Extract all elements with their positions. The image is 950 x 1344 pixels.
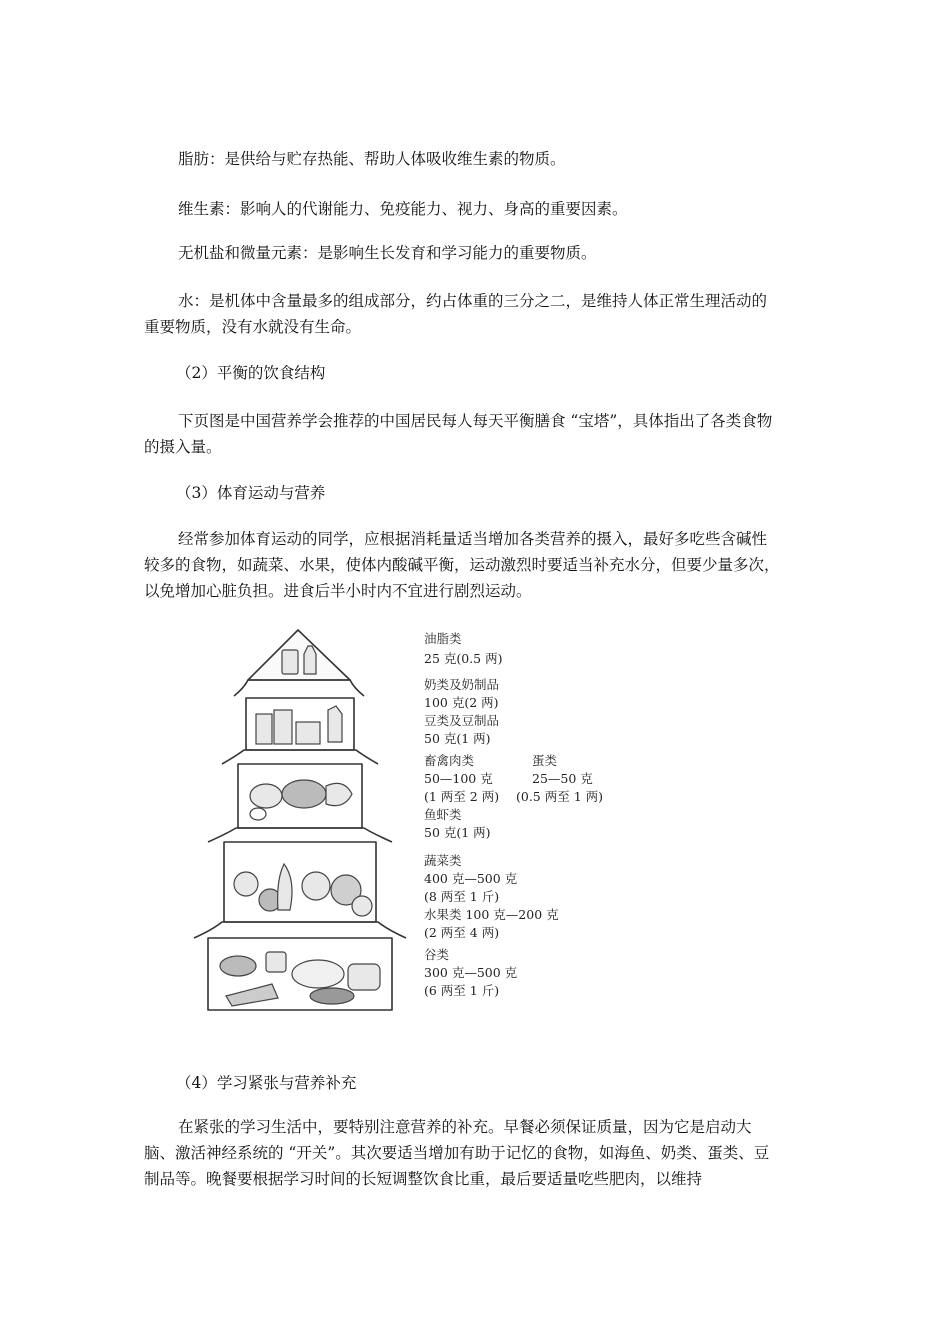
label-grain-liang: (6 两至 1 斤) — [424, 983, 500, 998]
paragraph-mineral: 无机盐和微量元素：是影响生长发育和学习能力的重要物质。 — [178, 244, 597, 262]
label-bean: 豆类及豆制品 — [424, 713, 500, 728]
label-grain: 谷类 — [424, 947, 450, 962]
pagoda-illustration — [186, 618, 632, 1026]
heading-balanced-diet: （2）平衡的饮食结构 — [176, 364, 326, 382]
heading-sports-nutrition: （3）体育运动与营养 — [176, 484, 326, 502]
label-fruit-amount: 水果类 100 克—200 克 — [424, 907, 559, 922]
label-bean-amount: 50 克(1 两) — [424, 731, 491, 746]
label-meat: 畜禽肉类 — [424, 753, 475, 768]
paragraph-fat: 脂肪：是供给与贮存热能、帮助人体吸收维生素的物质。 — [178, 150, 566, 168]
food-pagoda-figure — [186, 618, 632, 1026]
label-vegetable-amount: 400 克—500 克 — [424, 871, 518, 886]
label-fish-amount: 50 克(1 两) — [424, 825, 491, 840]
heading-study-nutrition: （4）学习紧张与营养补充 — [176, 1074, 357, 1092]
label-fish: 鱼虾类 — [424, 807, 462, 822]
label-egg: 蛋类 — [532, 753, 558, 768]
paragraph-sports: 经常参加体育运动的同学，应根据消耗量适当增加各类营养的摄入，最好多吃些含碱性较多的食物，如蔬菜、水果，使体内酸碱平衡，运动激烈时要适当补充水分，但要少量多次，以免增加心脏负担。进食后半小时内不宜进行剧烈运动。 — [144, 530, 780, 600]
paragraph-water: 水：是机体中含量最多的组成部分，约占体重的三分之二，是维持人体正常生理活动的重要物质，没有水就没有生命。 — [144, 292, 768, 336]
label-vegetable-liang: (8 两至 1 斤) — [424, 889, 500, 904]
label-fruit-liang: (2 两至 4 两) — [424, 925, 500, 940]
label-milk: 奶类及奶制品 — [424, 677, 500, 692]
label-egg-liang: (0.5 两至 1 两) — [516, 789, 604, 804]
label-meat-amount: 50—100 克 — [424, 771, 493, 786]
label-oil: 油脂类 — [424, 631, 462, 646]
label-milk-amount: 100 克(2 两) — [424, 695, 499, 710]
label-oil-amount: 25 克(0.5 两) — [424, 651, 503, 666]
label-grain-amount: 300 克—500 克 — [424, 965, 518, 980]
paragraph-pagoda-intro: 下页图是中国营养学会推荐的中国居民每人每天平衡膳食 “宝塔”，具体指出了各类食物的摄入量。 — [144, 412, 773, 456]
label-vegetable: 蔬菜类 — [424, 853, 462, 868]
label-egg-amount: 25—50 克 — [532, 771, 593, 786]
paragraph-vitamin: 维生素：影响人的代谢能力、免疫能力、视力、身高的重要因素。 — [178, 200, 628, 218]
paragraph-study: 在紧张的学习生活中，要特别注意营养的补充。早餐必须保证质量，因为它是启动大脑、激活神经系统的 “开关”。其次要适当增加有助于记忆的食物，如海鱼、奶类、蛋类、豆制品等。晚餐要根据学习时间的长短调整饮食比重，最后要适量吃些肥肉，以维持 — [144, 1118, 770, 1188]
label-meat-liang: (1 两至 2 两) — [424, 789, 500, 804]
